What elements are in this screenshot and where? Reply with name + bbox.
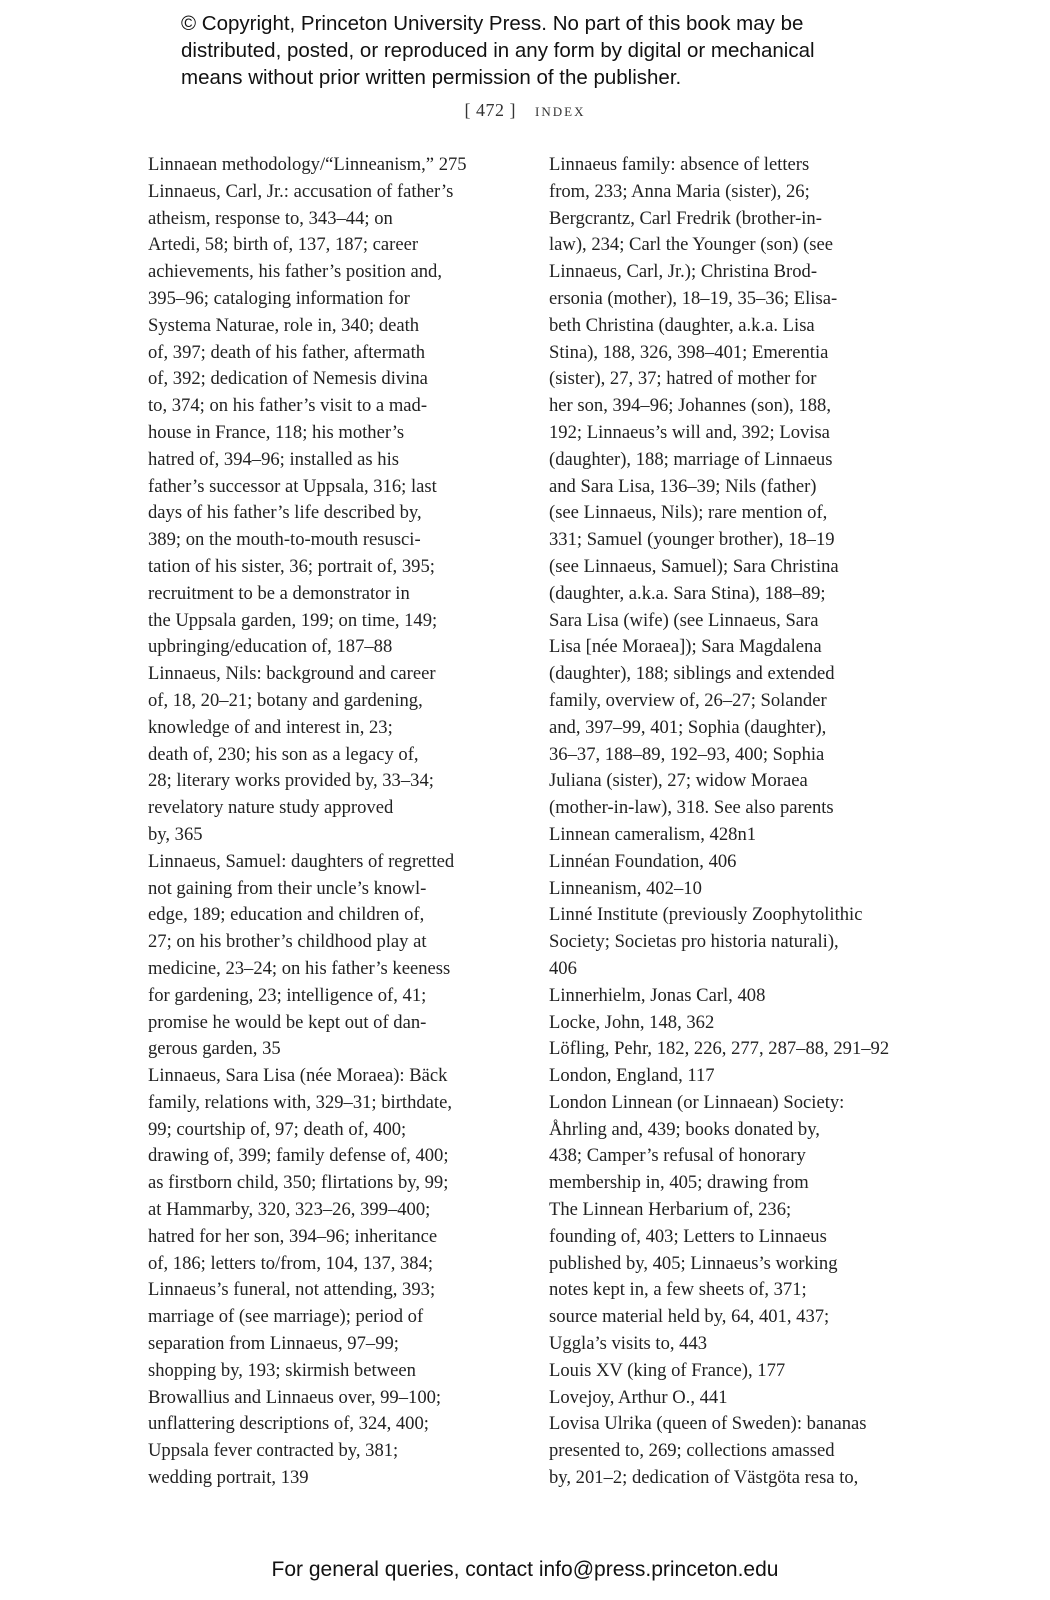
index-entry	[549, 849, 909, 876]
index-entry-line: Lovejoy, Arthur O., 441	[549, 1386, 728, 1408]
index-entry-line: Linnaeus, Samuel: daughters of regretted	[148, 850, 455, 872]
index-entry-line: (daughter), 188; marriage of Linnaeus	[549, 448, 833, 470]
index-entry-line: for gardening, 23; intelligence of, 41;	[148, 984, 427, 1006]
index-entry-line: marriage of (see marriage); period of	[148, 1306, 424, 1328]
index-entry-line: Locke, John, 148, 362	[549, 1011, 715, 1033]
index-entry-line: Bergcrantz, Carl Fredrik (brother-in-	[549, 207, 822, 229]
index-entry-line: by, 201–2; dedication of Västgöta resa to,	[549, 1467, 859, 1489]
index-entry-line: (see Linnaeus, Nils); rare mention of,	[549, 502, 828, 524]
index-entry	[148, 179, 528, 661]
index-entry-line: Linnaeus, Nils: background and career	[148, 663, 436, 685]
index-entry-line: 438; Camper’s refusal of honorary	[549, 1145, 806, 1167]
index-entry	[549, 902, 909, 982]
index-entry-line: unflattering descriptions of, 324, 400;	[148, 1413, 429, 1435]
index-entry	[549, 1411, 909, 1491]
index-entry-line: to, 374; on his father’s visit to a mad-	[148, 395, 428, 417]
index-entry-line: 331; Samuel (younger brother), 18–19	[549, 529, 835, 551]
page-number: [ 472 ]	[464, 100, 517, 120]
index-entry-line: gerous garden, 35	[148, 1038, 281, 1060]
index-entry-line: death of, 230; his son as a legacy of,	[148, 743, 419, 765]
index-entry-line: The Linnean Herbarium of, 236;	[549, 1199, 792, 1221]
index-entry-line: as firstborn child, 350; flirtations by, 99;	[148, 1172, 449, 1194]
index-entry-line: 36–37, 188–89, 192–93, 400; Sophia	[549, 743, 825, 765]
index-entry-line: (see Linnaeus, Samuel); Sara Christina	[549, 555, 839, 577]
index-entry-line: Linné Institute (previously Zoophytolithic	[549, 904, 863, 926]
index-entry-line: Juliana (sister), 27; widow Moraea	[549, 770, 808, 792]
index-entry-line: Uggla’s visits to, 443	[549, 1333, 708, 1355]
index-entry-line: shopping by, 193; skirmish between	[148, 1359, 416, 1381]
index-entry-line: 99; courtship of, 97; death of, 400;	[148, 1118, 407, 1140]
index-entry-line: founding of, 403; Letters to Linnaeus	[549, 1225, 827, 1247]
index-entry-line: (daughter), 188; siblings and extended	[549, 663, 835, 685]
index-entry-line: and, 397–99, 401; Sophia (daughter),	[549, 716, 827, 738]
index-entry-line: Linnaeus, Carl, Jr.: accusation of father’s	[148, 180, 454, 202]
index-entry-line: Linneanism, 402–10	[549, 877, 702, 899]
index-entry-line: separation from Linnaeus, 97–99;	[148, 1333, 399, 1355]
index-entry	[549, 983, 909, 1010]
index-entry-line: Linnaeus, Carl, Jr.); Christina Brod-	[549, 261, 818, 283]
index-entry-line: Linnaeus family: absence of letters	[549, 154, 810, 175]
index-entry	[148, 152, 528, 179]
index-entry-line: of, 397; death of his father, aftermath	[148, 341, 426, 363]
index-entry	[549, 1385, 909, 1412]
section-title: index	[535, 100, 586, 120]
index-entry-line: (sister), 27, 37; hatred of mother for	[549, 368, 817, 390]
index-entry-line: hatred for her son, 394–96; inheritance	[148, 1225, 438, 1247]
index-entry-line: (mother-in-law), 318. See also parents	[549, 797, 834, 819]
index-entry-line: Lisa [née Moraea]); Sara Magdalena	[549, 636, 822, 658]
index-entry	[549, 822, 909, 849]
index-entry-line: of, 392; dedication of Nemesis divina	[148, 368, 428, 390]
index-entry-line: 406	[549, 957, 577, 979]
index-entry-line: recruitment to be a demonstrator in	[148, 582, 410, 604]
index-entry-line: house in France, 118; his mother’s	[148, 421, 405, 443]
index-entry-line: revelatory nature study approved	[148, 797, 394, 819]
index-entry-line: Systema Naturae, role in, 340; death	[148, 314, 420, 336]
index-entry-line: Linnéan Foundation, 406	[549, 850, 737, 872]
index-entry-line: Artedi, 58; birth of, 137, 187; career	[148, 234, 419, 256]
index-entry-line: Louis XV (king of France), 177	[549, 1359, 786, 1381]
index-entry-line: achievements, his father’s position and,	[148, 261, 442, 283]
copyright-line: © Copyright, Princeton University Press. No part of this book may be	[181, 12, 804, 35]
index-entry-line: Linnaean methodology/“Linneanism,” 275	[148, 154, 467, 175]
index-entry-line: medicine, 23–24; on his father’s keeness	[148, 957, 451, 979]
index-entry-line: Löfling, Pehr, 182, 226, 277, 287–88, 291–92	[549, 1038, 890, 1060]
copyright-line: distributed, posted, or reproduced in any form by digital or mechanical	[181, 39, 815, 62]
index-column-left	[148, 152, 528, 1492]
index-entry-line: atheism, response to, 343–44; on	[148, 207, 393, 229]
index-entry	[549, 1063, 909, 1090]
index-entry-line: (daughter, a.k.a. Sara Stina), 188–89;	[549, 582, 826, 604]
index-entry-line: notes kept in, a few sheets of, 371;	[549, 1279, 807, 1301]
index-entry-line: 389; on the mouth-to-mouth resusci-	[148, 529, 421, 551]
index-entry	[148, 1063, 528, 1492]
index-entry-line: of, 186; letters to/from, 104, 137, 384;	[148, 1252, 434, 1274]
index-entry-line: membership in, 405; drawing from	[549, 1172, 809, 1194]
index-entry-line: hatred of, 394–96; installed as his	[148, 448, 399, 470]
copyright-notice	[181, 10, 901, 91]
index-entry-line: Linnaeus, Sara Lisa (née Moraea): Bäck	[148, 1065, 448, 1087]
index-entry-line: Society; Societas pro historia naturali),	[549, 931, 839, 953]
index-entry-line: Sara Lisa (wife) (see Linnaeus, Sara	[549, 609, 819, 631]
running-head	[0, 100, 1050, 121]
index-entry-line: Uppsala fever contracted by, 381;	[148, 1440, 399, 1462]
index-entry-line: her son, 394–96; Johannes (son), 188,	[549, 395, 831, 417]
copyright-line: means without prior written permission of the publisher.	[181, 66, 682, 89]
index-entry-line: days of his father’s life described by,	[148, 502, 422, 524]
index-entry-line: 28; literary works provided by, 33–34;	[148, 770, 434, 792]
index-entry	[148, 661, 528, 849]
index-column-right	[549, 152, 909, 1492]
index-entry-line: law), 234; Carl the Younger (son) (see	[549, 234, 834, 256]
index-entry-line: drawing of, 399; family defense of, 400;	[148, 1145, 449, 1167]
index-entry	[148, 849, 528, 1063]
index-entry	[549, 1358, 909, 1385]
index-entry-line: presented to, 269; collections amassed	[549, 1440, 835, 1462]
index-entry-line: Linnerhielm, Jonas Carl, 408	[549, 984, 766, 1006]
index-entry-line: not gaining from their uncle’s knowl-	[148, 877, 427, 899]
index-entry-line: beth Christina (daughter, a.k.a. Lisa	[549, 314, 815, 336]
index-entry-line: ersonia (mother), 18–19, 35–36; Elisa-	[549, 287, 838, 309]
index-entry-line: at Hammarby, 320, 323–26, 399–400;	[148, 1199, 431, 1221]
index-entry-line: Browallius and Linnaeus over, 99–100;	[148, 1386, 442, 1408]
index-entry-line: Lovisa Ulrika (queen of Sweden): bananas	[549, 1413, 867, 1435]
index-entry-line: 192; Linnaeus’s will and, 392; Lovisa	[549, 421, 830, 443]
index-entry-line: and Sara Lisa, 136–39; Nils (father)	[549, 475, 817, 497]
index-entry-line: 27; on his brother’s childhood play at	[148, 931, 427, 953]
index-entry	[549, 1036, 909, 1063]
footer-contact: For general queries, contact info@press.princeton.edu	[271, 1558, 779, 1581]
index-entry	[549, 1090, 909, 1358]
index-entry	[549, 1010, 909, 1037]
index-entry-line: family, relations with, 329–31; birthdate,	[148, 1091, 452, 1113]
index-entry-line: Stina), 188, 326, 398–401; Emerentia	[549, 341, 829, 363]
index-entry-line: 395–96; cataloging information for	[148, 287, 410, 309]
index-entry-line: edge, 189; education and children of,	[148, 904, 425, 926]
index-entry-line: family, overview of, 26–27; Solander	[549, 689, 827, 711]
index-entry-line: source material held by, 64, 401, 437;	[549, 1306, 830, 1328]
index-entry-line: by, 365	[148, 823, 203, 845]
index-entry-line: the Uppsala garden, 199; on time, 149;	[148, 609, 438, 631]
index-entry-line: upbringing/education of, 187–88	[148, 636, 393, 658]
index-entry-line: of, 18, 20–21; botany and gardening,	[148, 689, 423, 711]
index-entry-line: London Linnean (or Linnaean) Society:	[549, 1091, 845, 1113]
index-entry	[549, 152, 909, 822]
index-entry-line: father’s successor at Uppsala, 316; last	[148, 475, 437, 497]
index-entry-line: published by, 405; Linnaeus’s working	[549, 1252, 838, 1274]
index-entry-line: from, 233; Anna Maria (sister), 26;	[549, 180, 810, 202]
index-entry-line: Åhrling and, 439; books donated by,	[549, 1118, 820, 1140]
index-entry-line: tation of his sister, 36; portrait of, 395;	[148, 555, 435, 577]
index-entry-line: wedding portrait, 139	[148, 1467, 309, 1489]
index-entry	[549, 876, 909, 903]
index-entry-line: Linnaeus’s funeral, not attending, 393;	[148, 1279, 436, 1301]
index-entry-line: promise he would be kept out of dan-	[148, 1011, 427, 1033]
index-entry-line: knowledge of and interest in, 23;	[148, 716, 393, 738]
index-entry-line: Linnean cameralism, 428n1	[549, 823, 757, 845]
index-entry-line: London, England, 117	[549, 1065, 715, 1087]
